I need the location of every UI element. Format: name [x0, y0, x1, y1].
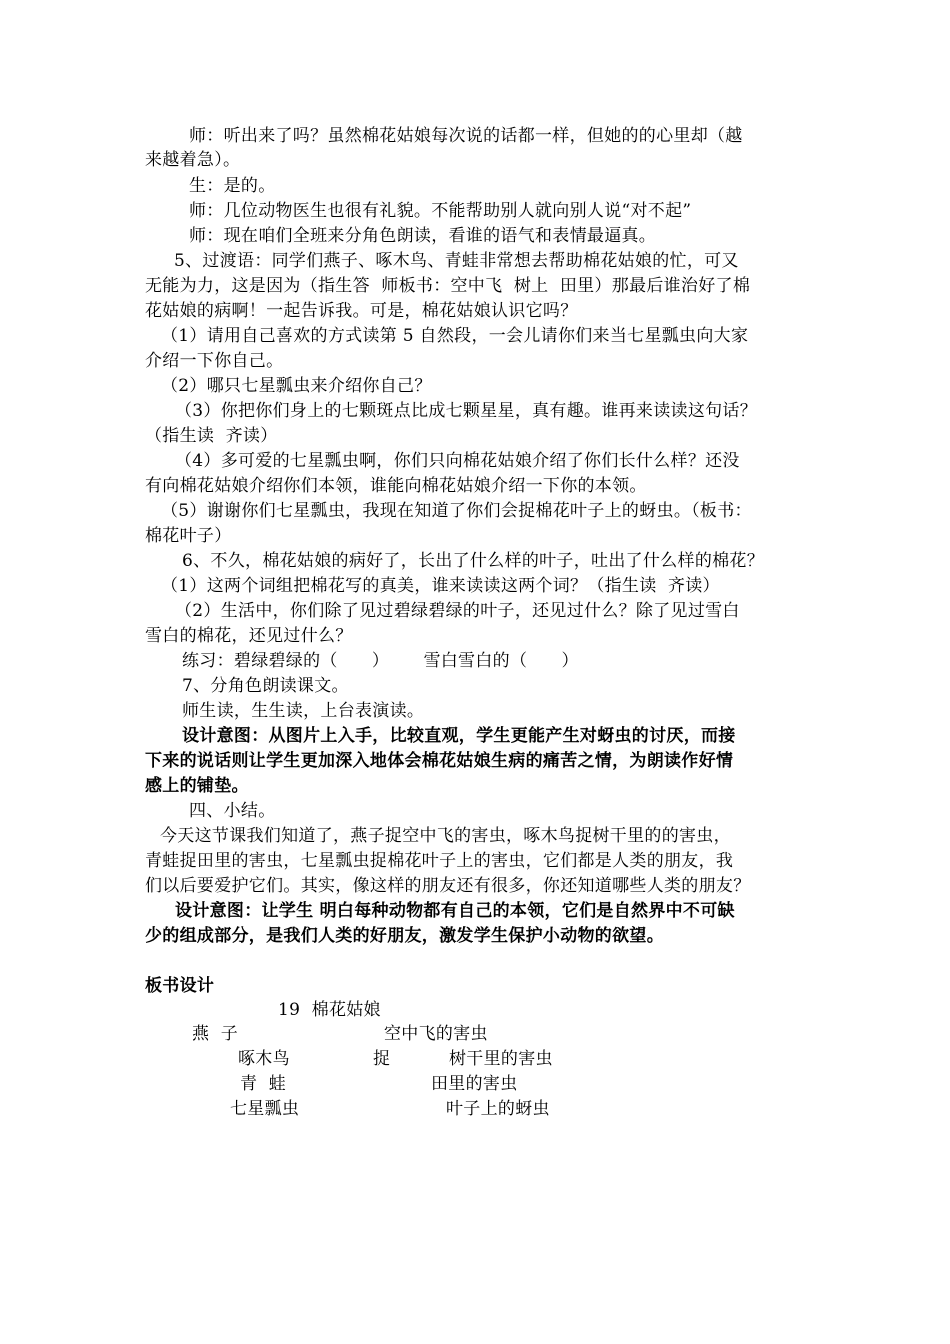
text-line: 师：现在咱们全班来分角色朗读，看谁的语气和表情最逼真。 [189, 226, 657, 246]
board-target: 田里的害虫 [431, 1074, 518, 1094]
board-title: 19 棉花姑娘 [278, 1000, 381, 1020]
board-animal: 燕 子 [192, 1024, 239, 1044]
design-intent-line: 设计意图：让学生 明白每种动物都有自己的本领，它们是自然界中不可缺 [175, 901, 735, 921]
text-line: 师：听出来了吗？虽然棉花姑娘每次说的话都一样，但她的的心里却（越 [189, 126, 743, 146]
board-target: 树干里的害虫 [449, 1049, 553, 1069]
text-line: 棉花叶子） [145, 526, 232, 546]
text-line: 生：是的。 [189, 176, 276, 196]
text-line: 无能为力，这是因为（指生答 师板书：空中飞 树上 田里）那最后谁治好了棉 [145, 276, 751, 296]
text-line: 介绍一下你自己。 [145, 351, 284, 371]
board-target: 空中飞的害虫 [384, 1024, 488, 1044]
board-verb: 捉 [373, 1049, 391, 1069]
board-animal: 七星瓢虫 [230, 1099, 300, 1119]
text-line: 花姑娘的病啊！一起告诉我。可是，棉花姑娘认识它吗？ [145, 301, 578, 321]
text-line: （5）谢谢你们七星瓢虫，我现在知道了你们会捉棉花叶子上的蚜虫。（板书： [161, 501, 752, 521]
text-line: 7、分角色朗读课文。 [182, 676, 349, 696]
section-heading: 四、小结。 [189, 801, 276, 821]
text-line: （1）请用自己喜欢的方式读第 5 自然段，一会儿请你们来当七星瓢虫向大家 [161, 326, 749, 346]
design-intent-line: 少的组成部分，是我们人类的好朋友，激发学生保护小动物的欲望。 [145, 926, 664, 946]
text-line: （2）生活中，你们除了见过碧绿碧绿的叶子，还见过什么？除了见过雪白 [175, 601, 740, 621]
text-line: 们以后要爱护它们。其实，像这样的朋友还有很多，你还知道哪些人类的朋友？ [145, 876, 751, 896]
text-line: 5、过渡语：同学们燕子、啄木鸟、青蛙非常想去帮助棉花姑娘的忙，可又 [174, 251, 739, 271]
board-animal: 啄木鸟 [238, 1049, 290, 1069]
board-design-heading: 板书设计 [145, 976, 215, 996]
design-intent-line: 下来的说话则让学生更加深入地体会棉花姑娘生病的痛苦之情，为朗读作好情 [145, 751, 734, 771]
design-intent-line: 感上的铺垫。 [145, 776, 249, 796]
text-line: 有向棉花姑娘介绍你们本领，谁能向棉花姑娘介绍一下你的本领。 [145, 476, 647, 496]
text-line: （2）哪只七星瓢虫来介绍你自己？ [161, 376, 432, 396]
text-line: 雪白的棉花，还见过什么？ [145, 626, 353, 646]
text-line: 练习：碧绿碧绿的（ ） 雪白雪白的（ ） [182, 651, 579, 671]
text-line: 师生读，生生读，上台表演读。 [182, 701, 425, 721]
board-animal: 青 蛙 [240, 1074, 287, 1094]
text-line: 来越着急）。 [145, 150, 241, 170]
text-line: 今天这节课我们知道了，燕子捉空中飞的害虫，啄木鸟捉树干里的的害虫， [160, 826, 731, 846]
text-line: 6、不久，棉花姑娘的病好了，长出了什么样的叶子，吐出了什么样的棉花？ [182, 551, 765, 571]
text-line: （3）你把你们身上的七颗斑点比成七颗星星，真有趣。谁再来读读这句话？ [175, 401, 758, 421]
text-line: （指生读 齐读） [145, 426, 278, 446]
design-intent-line: 设计意图：从图片上入手，比较直观，学生更能产生对蚜虫的讨厌，而接 [182, 726, 736, 746]
text-line: （4）多可爱的七星瓢虫啊，你们只向棉花姑娘介绍了你们长什么样？还没 [175, 451, 740, 471]
text-line: 师：几位动物医生也很有礼貌。不能帮助别人就向别人说“对不起” [189, 201, 692, 221]
text-line: 青蛙捉田里的害虫，七星瓢虫捉棉花叶子上的害虫，它们都是人类的朋友，我 [145, 851, 734, 871]
board-target: 叶子上的蚜虫 [446, 1099, 550, 1119]
text-line: （1）这两个词组把棉花写的真美，谁来读读这两个词？（指生读 齐读） [161, 576, 720, 596]
